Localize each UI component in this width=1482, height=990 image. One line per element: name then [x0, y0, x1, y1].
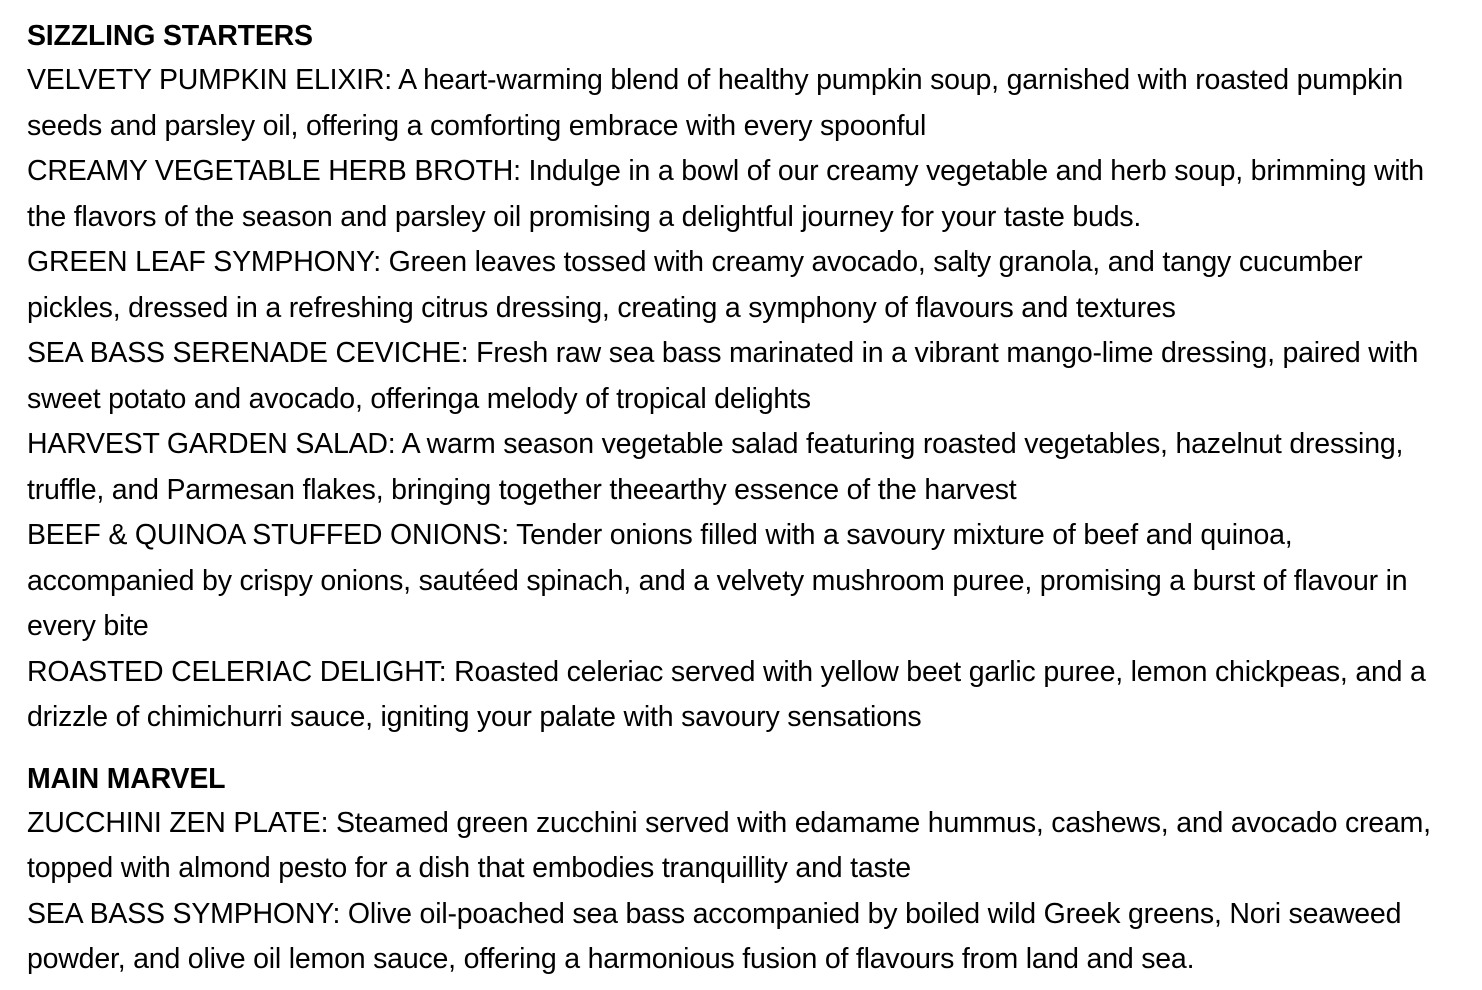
menu-item: ROASTED CELERIAC DELIGHT: Roasted celeriac served with yellow beet garlic puree, lemon chickpeas, and a drizzle of chimichurri sauce, igniting your palate with savoury sensations — [27, 655, 1426, 733]
menu-item: VELVETY PUMPKIN ELIXIR: A heart-warming blend of healthy pumpkin soup, garnished with roasted pumpkin seeds and parsley oil, offering a comforting embrace with every spoonful — [27, 64, 1403, 142]
menu-section-mains — [27, 757, 1462, 983]
menu-item: BEEF & QUINOA STUFFED ONIONS: Tender onions filled with a savoury mixture of beef and quinoa, accompanied by crispy onions, sautéed spinach, and a velvety mushroom puree, promising a burst of flavour in every bite — [27, 519, 1408, 642]
section-title: SIZZLING STARTERS — [27, 20, 313, 52]
menu-item: ZUCCHINI ZEN PLATE: Steamed green zucchini served with edamame hummus, cashews, and avocado cream, topped with almond pesto for a dish that embodies tranquillity and taste — [27, 806, 1431, 884]
menu-item: GREEN LEAF SYMPHONY: Green leaves tossed with creamy avocado, salty granola, and tangy cucumber pickles, dressed in a refreshing citrus dressing, creating a symphony of flavours and textures — [27, 246, 1363, 324]
menu-item: CREAMY VEGETABLE HERB BROTH: Indulge in a bowl of our creamy vegetable and herb soup, brimming with the flavors of the season and parsley oil promising a delightful journey for your taste buds. — [27, 155, 1424, 233]
section-title: MAIN MARVEL — [27, 762, 226, 795]
menu-item: SEA BASS SERENADE CEVICHE: Fresh raw sea bass marinated in a vibrant mango-lime dressing, paired with sweet potato and avocado, offeringa melody of tropical delights — [27, 337, 1419, 415]
menu-section-starters — [27, 14, 1462, 741]
menu-item: SEA BASS SYMPHONY: Olive oil-poached sea bass accompanied by boiled wild Greek greens, Nori seaweed powder, and olive oil lemon sauce, offering a harmonious fusion of flavours from land and sea. — [27, 897, 1402, 975]
menu-item: HARVEST GARDEN SALAD: A warm season vegetable salad featuring roasted vegetables, hazelnut dressing, truffle, and Parmesan flakes, bringing together theearthy essence of the harvest — [27, 428, 1404, 506]
